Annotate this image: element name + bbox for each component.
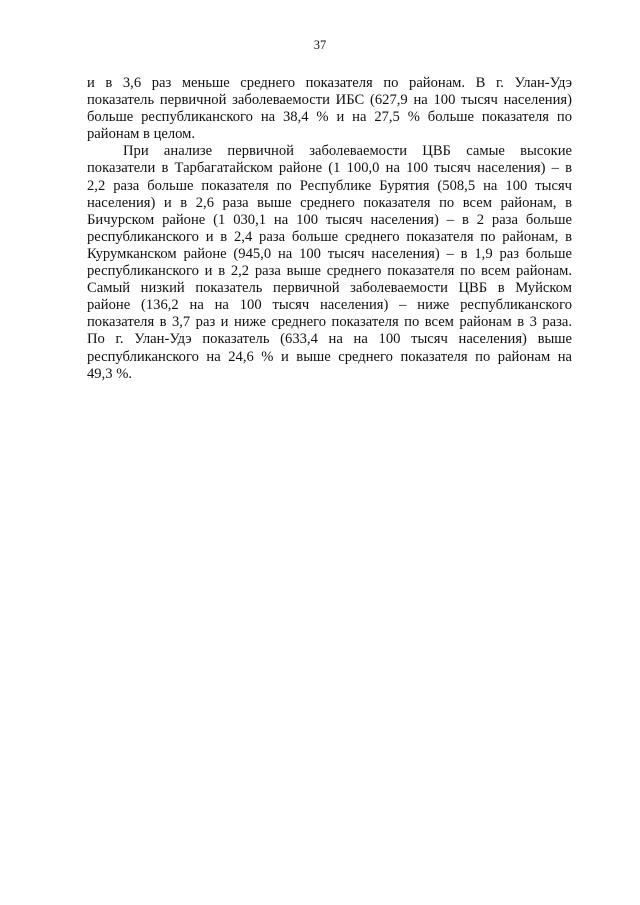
text-line: 2,2 раза больше показателя по Республике Бурятия (508,5 на 100 тысяч bbox=[87, 177, 572, 194]
text-line: районам в целом. bbox=[87, 126, 196, 143]
text-line: показателя в 3,7 раз и ниже среднего показателя по всем районам в 3 раза. bbox=[87, 314, 572, 331]
text-line: Самый низкий показатель первичной заболеваемости ЦВБ в Муйском bbox=[87, 280, 572, 297]
text-line: республиканского на 24,6 % и выше среднего показателя по районам на bbox=[87, 348, 572, 365]
text-line: республиканского и в 2,4 раза больше среднего показателя по районам, в bbox=[87, 228, 572, 245]
text-line: Бичурском районе (1 030,1 на 100 тысяч населения) – в 2 раза больше bbox=[87, 211, 572, 228]
paragraph-1 bbox=[87, 75, 572, 143]
text-line: показатель первичной заболеваемости ИБС (627,9 на 100 тысяч населения) bbox=[87, 92, 572, 109]
document-body bbox=[87, 75, 572, 383]
text-line: По г. Улан-Удэ показатель (633,4 на на 100 тысяч населения) выше bbox=[87, 331, 572, 348]
text-line: республиканского и в 2,2 раза выше среднего показателя по всем районам. bbox=[87, 263, 572, 280]
text-line: Курумканском районе (945,0 на 100 тысяч населения) – в 1,9 раз больше bbox=[87, 245, 572, 262]
text-line: и в 3,6 раз меньше среднего показателя по районам. В г. Улан-Удэ bbox=[87, 75, 572, 91]
paragraph-2 bbox=[87, 143, 572, 382]
text-line: При анализе первичной заболеваемости ЦВБ самые высокие bbox=[123, 143, 572, 160]
text-line: населения) и в 2,6 раза выше среднего показателя по всем районам, в bbox=[87, 194, 572, 211]
text-line: районе (136,2 на на 100 тысяч населения) – ниже республиканского bbox=[87, 297, 572, 314]
page-number: 37 bbox=[313, 38, 327, 52]
text-line: показатели в Тарбагатайском районе (1 100,0 на 100 тысяч населения) – в bbox=[87, 160, 572, 177]
text-line: больше республиканского на 38,4 % и на 27,5 % больше показателя по bbox=[87, 109, 572, 126]
text-line: 49,3 %. bbox=[87, 365, 132, 382]
